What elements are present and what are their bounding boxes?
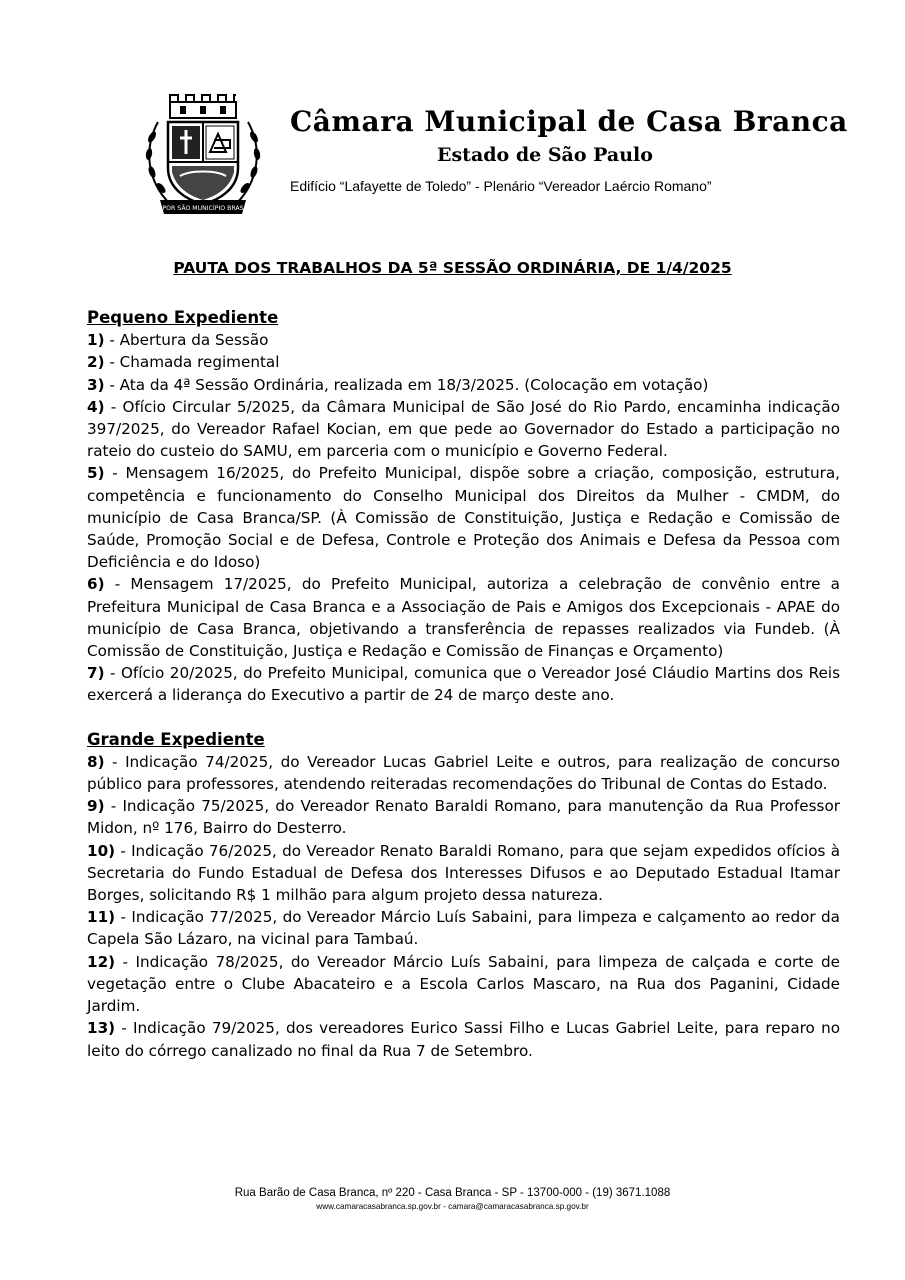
- item-text: - Indicação 78/2025, do Vereador Márcio Luís Sabaini, para limpeza de calçada e corte de vegetação entre o Clube Abacateiro e a Escola Carlos Mascaro, na Rua dos Paganini, Cidade Jardim.: [87, 952, 840, 1016]
- item-number: 3): [87, 375, 105, 394]
- item-text: - Abertura da Sessão: [104, 331, 269, 350]
- item-text: - Indicação 74/2025, do Vereador Lucas Gabriel Leite e outros, para realização de concurso público para professores, atendendo reiteradas recomendações do Tribunal de Contas do Estado.: [87, 752, 840, 794]
- agenda-item: [87, 795, 840, 839]
- item-number: 1): [87, 331, 105, 350]
- agenda-item: [87, 351, 840, 373]
- agenda-item: [87, 951, 840, 1018]
- section-heading: Pequeno Expediente: [87, 308, 279, 327]
- agenda-item: [87, 840, 840, 907]
- agenda-item: [87, 573, 840, 662]
- item-text: - Chamada regimental: [104, 353, 280, 372]
- item-number: 9): [87, 797, 105, 816]
- letterhead-title: Câmara Municipal de Casa Branca: [290, 105, 848, 138]
- item-number: 13): [87, 1019, 116, 1038]
- crest-ribbon: POR SÃO MUNICÍPIO BRAS: [162, 205, 244, 212]
- item-number: 8): [87, 752, 105, 771]
- item-number: 10): [87, 841, 116, 860]
- agenda-item: [87, 374, 840, 396]
- document-title: PAUTA DOS TRABALHOS DA 5ª SESSÃO ORDINÁRIA, DE 1/4/2025: [173, 259, 732, 277]
- section-heading: Grande Expediente: [87, 729, 265, 749]
- footer-address: Rua Barão de Casa Branca, nº 220 - Casa Branca - SP - 13700-000 - (19) 3671.1088: [234, 1187, 671, 1199]
- agenda-item: [87, 662, 840, 706]
- item-number: 4): [87, 397, 105, 416]
- item-number: 12): [87, 952, 116, 971]
- item-number: 7): [87, 664, 105, 683]
- item-text: - Mensagem 17/2025, do Prefeito Municipal, autoriza a celebração de convênio entre a Prefeitura Municipal de Casa Branca e a Associação de Pais e Amigos dos Excepcionais - APAE do município de Casa Branca, objetivando a transferência de repasses realizados via Fundeb. (À Comissão de Constituição, Justiça e Redação e Comissão de Finanças e Orçamento): [87, 575, 840, 661]
- footer-web: www.camaracasabranca.sp.gov.br - camara@camaracasabranca.sp.gov.br: [316, 1202, 589, 1211]
- item-number: 6): [87, 575, 105, 594]
- section-spacer: [87, 707, 840, 729]
- agenda-item: [87, 462, 840, 573]
- letterhead-building: Edifício “Lafayette de Toledo” - Plenário “Vereador Laércio Romano”: [290, 178, 712, 194]
- agenda-item: [87, 906, 840, 950]
- document-body: [87, 307, 840, 1062]
- item-text: - Mensagem 16/2025, do Prefeito Municipal, dispõe sobre a criação, composição, estrutura, competência e funcionamento do Conselho Municipal dos Direitos da Mulher - CMDM, do município de Casa Branca/SP. (À Comissão de Constituição, Justiça e Redação e Comissão de Saúde, Promoção Social e de Defesa, Controle e Proteção dos Animais e Defesa da Pessoa com Deficiência e do Idoso): [87, 464, 840, 572]
- letterhead-state: Estado de São Paulo: [437, 144, 653, 166]
- item-text: - Indicação 75/2025, do Vereador Renato Baraldi Romano, para manutenção da Rua Professor Midon, nº 176, Bairro do Desterro.: [87, 797, 840, 838]
- item-text: - Indicação 76/2025, do Vereador Renato Baraldi Romano, para que sejam expedidos ofícios à Secretaria do Fundo Estadual de Defesa dos Interesses Difusos e ao Deputado Estadual Itamar Borges, solicitando R$ 1 milhão para algum projeto dessa natureza.: [87, 841, 840, 905]
- item-number: 5): [87, 464, 105, 483]
- coat-of-arms-icon: [140, 92, 266, 220]
- item-text: - Ata da 4ª Sessão Ordinária, realizada em 18/3/2025. (Colocação em votação): [104, 375, 709, 394]
- item-number: 2): [87, 353, 105, 372]
- agenda-item: [87, 396, 840, 463]
- agenda-item: [87, 1017, 840, 1061]
- item-text: - Indicação 77/2025, do Vereador Márcio Luís Sabaini, para limpeza e calçamento ao redor da Capela São Lázaro, na vicinal para Tambaú.: [87, 908, 840, 949]
- item-number: 11): [87, 908, 116, 927]
- agenda-item: [87, 329, 840, 351]
- agenda-item: [87, 751, 840, 795]
- item-text: - Indicação 79/2025, dos vereadores Eurico Sassi Filho e Lucas Gabriel Leite, para reparo no leito do córrego canalizado no final da Rua 7 de Setembro.: [87, 1019, 840, 1060]
- item-text: - Ofício Circular 5/2025, da Câmara Municipal de São José do Rio Pardo, encaminha indicação 397/2025, do Vereador Rafael Kocian, em que pede ao Governador do Estado a participação no rateio do custeio do SAMU, em parceria com o município e Governo Federal.: [87, 397, 840, 461]
- item-text: - Ofício 20/2025, do Prefeito Municipal, comunica que o Vereador José Cláudio Martins dos Reis exercerá a liderança do Executivo a partir de 24 de março deste ano.: [87, 664, 840, 705]
